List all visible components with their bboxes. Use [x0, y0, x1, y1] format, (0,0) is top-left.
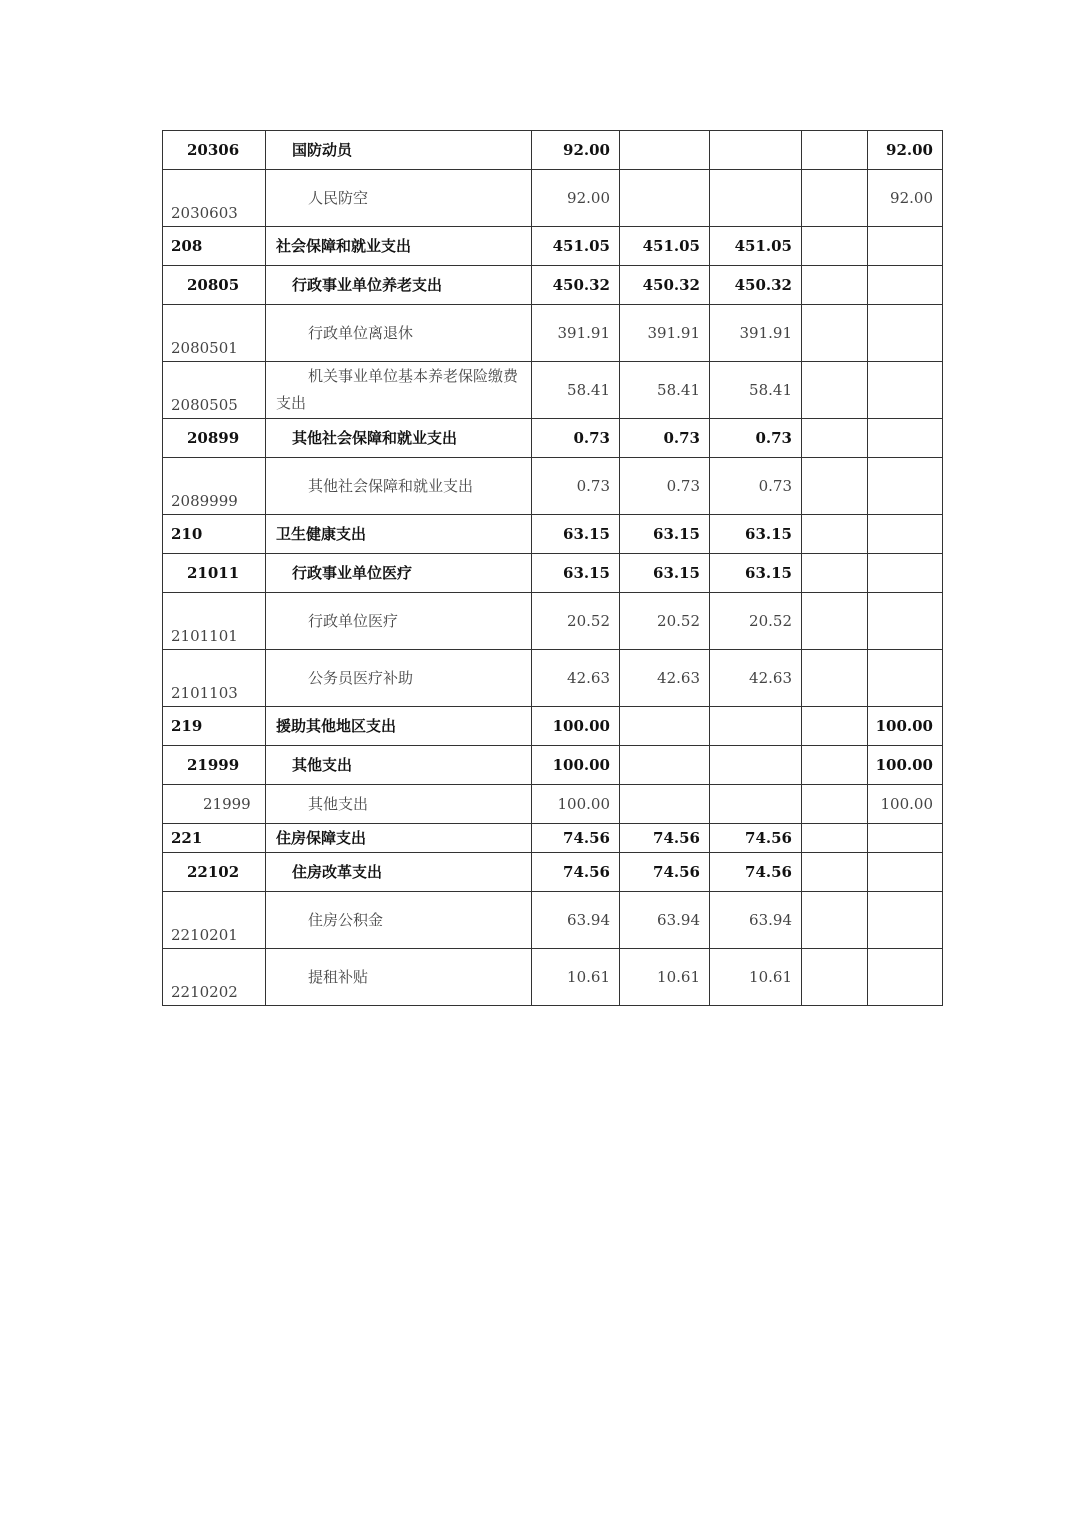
amount-cell: 63.15	[710, 554, 802, 593]
name-cell: 行政单位医疗	[266, 593, 532, 650]
amount-cell: 0.73	[710, 419, 802, 458]
table-row	[163, 227, 943, 266]
code-cell: 20899	[163, 419, 266, 458]
table-row	[163, 785, 943, 824]
amount-cell	[710, 170, 802, 227]
amount-cell	[868, 554, 943, 593]
name-cell: 国防动员	[266, 131, 532, 170]
name-cell: 卫生健康支出	[266, 515, 532, 554]
code-cell: 221	[163, 824, 266, 853]
code-cell: 2101101	[163, 593, 266, 650]
amount-cell: 451.05	[710, 227, 802, 266]
amount-cell: 20.52	[710, 593, 802, 650]
amount-cell	[802, 554, 868, 593]
amount-cell: 451.05	[532, 227, 620, 266]
amount-cell	[802, 853, 868, 892]
name-cell: 行政单位离退休	[266, 305, 532, 362]
name-cell: 人民防空	[266, 170, 532, 227]
table-row	[163, 305, 943, 362]
amount-cell	[802, 131, 868, 170]
amount-cell	[802, 362, 868, 419]
name-cell: 行政事业单位养老支出	[266, 266, 532, 305]
table-row	[163, 554, 943, 593]
amount-cell: 10.61	[710, 949, 802, 1006]
table-row	[163, 593, 943, 650]
amount-cell: 10.61	[620, 949, 710, 1006]
amount-cell: 42.63	[710, 650, 802, 707]
amount-cell	[802, 746, 868, 785]
amount-cell	[868, 892, 943, 949]
budget-table-container	[162, 130, 942, 1006]
amount-cell: 74.56	[620, 853, 710, 892]
amount-cell	[868, 458, 943, 515]
amount-cell: 58.41	[532, 362, 620, 419]
name-cell: 机关事业单位基本养老保险缴费支出	[266, 362, 532, 419]
amount-cell: 10.61	[532, 949, 620, 1006]
amount-cell	[868, 853, 943, 892]
amount-cell: 451.05	[620, 227, 710, 266]
amount-cell: 74.56	[532, 853, 620, 892]
amount-cell: 92.00	[532, 170, 620, 227]
amount-cell: 92.00	[868, 131, 943, 170]
code-cell: 20306	[163, 131, 266, 170]
amount-cell	[802, 266, 868, 305]
amount-cell: 450.32	[620, 266, 710, 305]
amount-cell: 0.73	[620, 419, 710, 458]
table-row	[163, 362, 943, 419]
name-cell: 援助其他地区支出	[266, 707, 532, 746]
table-row	[163, 515, 943, 554]
table-row	[163, 458, 943, 515]
amount-cell	[802, 593, 868, 650]
code-cell: 2080505	[163, 362, 266, 419]
name-cell: 行政事业单位医疗	[266, 554, 532, 593]
amount-cell	[710, 707, 802, 746]
amount-cell: 63.15	[532, 515, 620, 554]
name-cell: 提租补贴	[266, 949, 532, 1006]
amount-cell: 63.15	[710, 515, 802, 554]
amount-cell: 74.56	[710, 824, 802, 853]
name-cell: 其他支出	[266, 746, 532, 785]
amount-cell	[868, 227, 943, 266]
code-cell: 22102	[163, 853, 266, 892]
amount-cell	[802, 170, 868, 227]
amount-cell	[868, 362, 943, 419]
amount-cell: 100.00	[868, 785, 943, 824]
amount-cell: 391.91	[620, 305, 710, 362]
amount-cell	[802, 824, 868, 853]
amount-cell: 74.56	[620, 824, 710, 853]
amount-cell: 63.15	[532, 554, 620, 593]
amount-cell: 74.56	[532, 824, 620, 853]
code-cell: 2101103	[163, 650, 266, 707]
amount-cell: 92.00	[868, 170, 943, 227]
amount-cell: 0.73	[532, 458, 620, 515]
table-row	[163, 707, 943, 746]
code-cell: 20805	[163, 266, 266, 305]
code-cell: 2080501	[163, 305, 266, 362]
amount-cell: 20.52	[532, 593, 620, 650]
code-cell: 208	[163, 227, 266, 266]
name-cell: 住房公积金	[266, 892, 532, 949]
code-cell: 2210201	[163, 892, 266, 949]
budget-table	[162, 130, 943, 1006]
code-cell: 2030603	[163, 170, 266, 227]
amount-cell: 20.52	[620, 593, 710, 650]
amount-cell: 74.56	[710, 853, 802, 892]
amount-cell	[620, 746, 710, 785]
amount-cell: 450.32	[532, 266, 620, 305]
table-row	[163, 853, 943, 892]
code-cell: 219	[163, 707, 266, 746]
table-row	[163, 746, 943, 785]
table-row	[163, 892, 943, 949]
amount-cell	[868, 419, 943, 458]
amount-cell: 63.94	[532, 892, 620, 949]
amount-cell: 63.15	[620, 515, 710, 554]
code-cell: 21011	[163, 554, 266, 593]
amount-cell	[802, 949, 868, 1006]
amount-cell: 391.91	[532, 305, 620, 362]
amount-cell	[802, 458, 868, 515]
amount-cell: 63.15	[620, 554, 710, 593]
amount-cell: 100.00	[868, 707, 943, 746]
code-cell: 21999	[163, 746, 266, 785]
table-row	[163, 419, 943, 458]
table-row	[163, 824, 943, 853]
amount-cell	[620, 785, 710, 824]
table-row	[163, 650, 943, 707]
amount-cell: 391.91	[710, 305, 802, 362]
amount-cell	[802, 650, 868, 707]
amount-cell	[620, 170, 710, 227]
amount-cell: 0.73	[620, 458, 710, 515]
name-cell: 社会保障和就业支出	[266, 227, 532, 266]
amount-cell	[802, 515, 868, 554]
amount-cell	[868, 650, 943, 707]
amount-cell: 58.41	[710, 362, 802, 419]
amount-cell: 100.00	[532, 785, 620, 824]
amount-cell	[802, 785, 868, 824]
amount-cell: 63.94	[710, 892, 802, 949]
table-row	[163, 131, 943, 170]
amount-cell: 100.00	[532, 746, 620, 785]
amount-cell: 450.32	[710, 266, 802, 305]
amount-cell	[710, 131, 802, 170]
amount-cell	[802, 892, 868, 949]
amount-cell	[868, 949, 943, 1006]
amount-cell: 42.63	[620, 650, 710, 707]
amount-cell	[868, 266, 943, 305]
amount-cell	[710, 785, 802, 824]
name-cell: 其他社会保障和就业支出	[266, 458, 532, 515]
table-row	[163, 949, 943, 1006]
code-cell: 2089999	[163, 458, 266, 515]
amount-cell: 100.00	[532, 707, 620, 746]
table-row	[163, 266, 943, 305]
amount-cell: 100.00	[868, 746, 943, 785]
amount-cell	[620, 707, 710, 746]
amount-cell	[868, 593, 943, 650]
code-cell: 210	[163, 515, 266, 554]
amount-cell: 63.94	[620, 892, 710, 949]
amount-cell	[710, 746, 802, 785]
code-cell: 21999	[163, 785, 266, 824]
amount-cell	[868, 515, 943, 554]
amount-cell: 0.73	[532, 419, 620, 458]
name-cell: 其他支出	[266, 785, 532, 824]
amount-cell	[802, 707, 868, 746]
amount-cell: 0.73	[710, 458, 802, 515]
amount-cell	[868, 305, 943, 362]
amount-cell: 92.00	[532, 131, 620, 170]
code-cell: 2210202	[163, 949, 266, 1006]
amount-cell	[620, 131, 710, 170]
amount-cell: 58.41	[620, 362, 710, 419]
amount-cell	[868, 824, 943, 853]
name-cell: 住房保障支出	[266, 824, 532, 853]
table-row	[163, 170, 943, 227]
amount-cell	[802, 305, 868, 362]
amount-cell	[802, 227, 868, 266]
name-cell: 住房改革支出	[266, 853, 532, 892]
name-cell: 其他社会保障和就业支出	[266, 419, 532, 458]
amount-cell	[802, 419, 868, 458]
amount-cell: 42.63	[532, 650, 620, 707]
name-cell: 公务员医疗补助	[266, 650, 532, 707]
